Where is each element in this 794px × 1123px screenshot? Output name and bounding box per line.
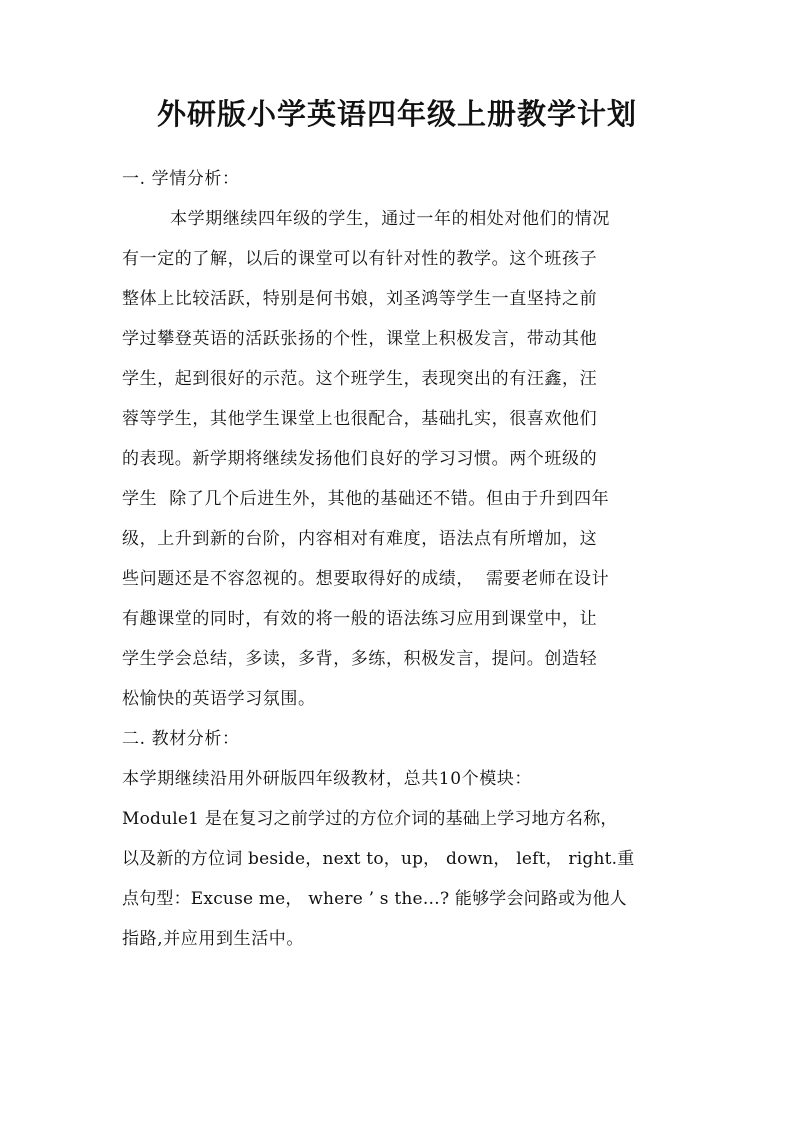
paragraph-line: 级，上升到新的台阶，内容相对有难度，语法点有所增加，这 (122, 529, 598, 549)
section-heading-1: 一. 学情分析： (122, 169, 240, 189)
document-title: 外研版小学英语四年级上册教学计划 (156, 97, 637, 131)
paragraph-line: Module1 是在复习之前学过的方位介词的基础上学习地方名称， (122, 809, 618, 829)
paragraph-line: 蓉等学生，其他学生课堂上也很配合，基础扎实，很喜欢他们 (122, 409, 598, 429)
paragraph-line: 些问题还是不容忽视的。想要取得好的成绩， 需要老师在设计 (122, 569, 610, 589)
paragraph-line: 学过攀登英语的活跃张扬的个性，课堂上积极发言，带动其他 (122, 329, 598, 349)
paragraph-line: 本学期继续沿用外研版四年级教材，总共10个模块： (122, 769, 533, 789)
section-heading-2: 二. 教材分析： (122, 729, 240, 749)
paragraph-line: 点句型：Excuse me， where ’ s the…? 能够学会问路或为他人 (122, 889, 627, 909)
paragraph-line: 学生学会总结，多读，多背，多练，积极发言，提问。创造轻 (122, 649, 598, 669)
paragraph-line: 整体上比较活跃，特别是何书娘，刘圣鸿等学生一直坚持之前 (122, 289, 598, 309)
paragraph-line: 指路,并应用到生活中。 (122, 929, 305, 949)
paragraph-line: 松愉快的英语学习氛围。 (122, 689, 316, 709)
paragraph-line: 本学期继续四年级的学生，通过一年的相处对他们的情况 (170, 209, 610, 229)
paragraph-line: 以及新的方位词 beside，next to，up， down， left， right.重 (122, 849, 635, 869)
paragraph-line: 有趣课堂的同时，有效的将一般的语法练习应用到课堂中，让 (122, 609, 598, 629)
paragraph-line: 学生，起到很好的示范。这个班学生，表现突出的有汪鑫，汪 (122, 369, 598, 389)
paragraph-line: 有一定的了解，以后的课堂可以有针对性的教学。这个班孩子 (122, 249, 598, 269)
paragraph-line: 的表现。新学期将继续发扬他们良好的学习习惯。两个班级的 (122, 449, 598, 469)
paragraph-line: 学生 除了几个后进生外，其他的基础还不错。但由于升到四年 (122, 489, 610, 509)
